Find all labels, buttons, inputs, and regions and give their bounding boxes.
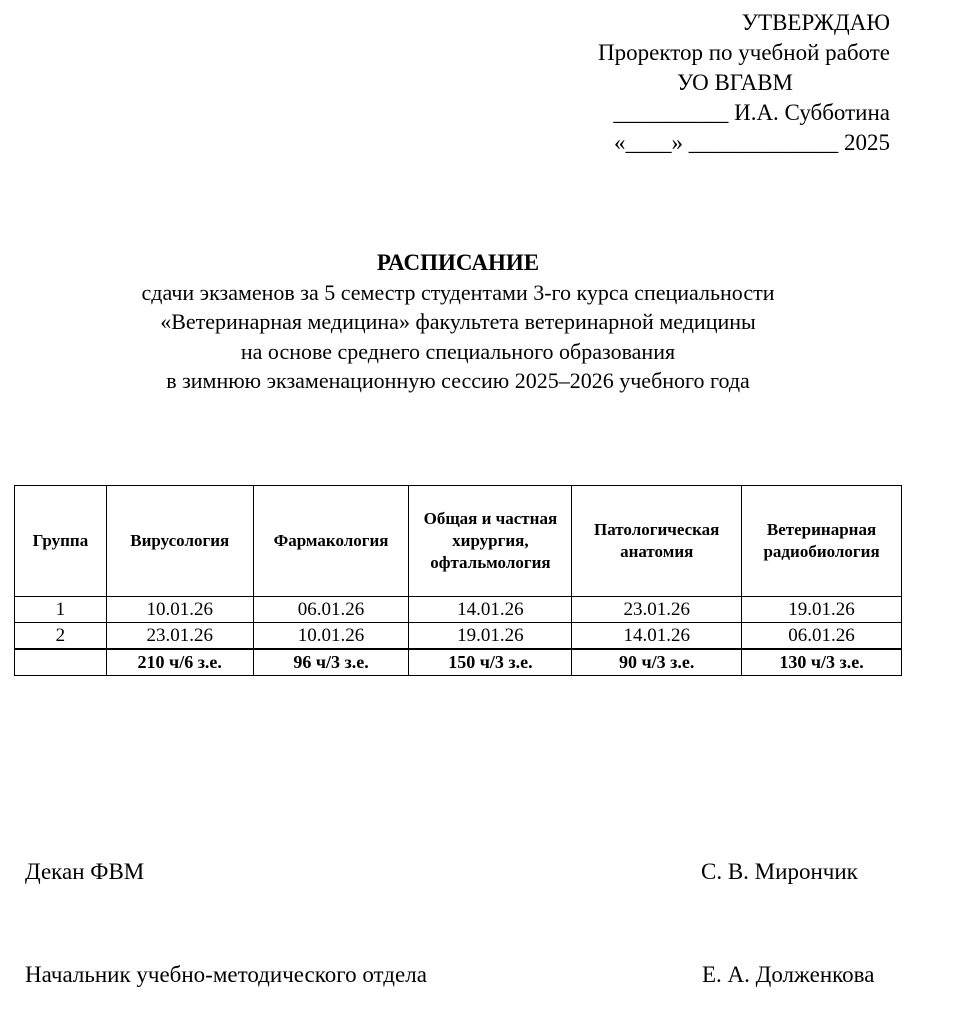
approval-signer: __________ И.А. Субботина bbox=[613, 100, 890, 125]
title-line-1: сдачи экзаменов за 5 семестр студентами 3-го курса специальности bbox=[141, 279, 775, 305]
cell-date: 14.01.26 bbox=[409, 597, 572, 623]
table-row bbox=[15, 623, 902, 650]
document-title bbox=[0, 248, 916, 396]
dean-title: Декан ФВМ bbox=[25, 859, 145, 884]
cell-date: 10.01.26 bbox=[106, 597, 253, 623]
cell-date: 14.01.26 bbox=[572, 623, 742, 650]
cell-group: 1 bbox=[15, 597, 107, 623]
cell-total: 90 ч/3 з.е. bbox=[572, 649, 742, 676]
cell-group: 2 bbox=[15, 623, 107, 650]
exam-schedule-table bbox=[14, 485, 902, 676]
cell-date: 23.01.26 bbox=[106, 623, 253, 650]
header-group: Группа bbox=[15, 486, 107, 597]
cell-total: 130 ч/3 з.е. bbox=[742, 649, 902, 676]
totals-row bbox=[15, 649, 902, 676]
table-header-row bbox=[15, 486, 902, 597]
approval-org: УО ВГАВМ bbox=[676, 70, 794, 95]
approval-heading: УТВЕРЖДАЮ bbox=[741, 10, 890, 35]
dean-name: С. В. Мирончик bbox=[701, 859, 858, 884]
header-pharmacology: Фармакология bbox=[253, 486, 409, 597]
header-pathological-anatomy: Патологическая анатомия bbox=[572, 486, 742, 597]
cell-total-empty bbox=[15, 649, 107, 676]
head-title: Начальник учебно-методического отдела bbox=[25, 962, 427, 987]
header-radiobiology: Ветеринарная радиобиология bbox=[742, 486, 902, 597]
cell-total: 210 ч/6 з.е. bbox=[106, 649, 253, 676]
header-surgery: Общая и частная хирургия, офтальмология bbox=[409, 486, 572, 597]
cell-date: 19.01.26 bbox=[409, 623, 572, 650]
approval-position: Проректор по учебной работе bbox=[598, 40, 890, 65]
head-name: Е. А. Долженкова bbox=[702, 962, 875, 987]
title-line-4: в зимнюю экзаменационную сессию 2025–2026 учебного года bbox=[166, 368, 750, 393]
cell-date: 23.01.26 bbox=[572, 597, 742, 623]
cell-date: 06.01.26 bbox=[742, 623, 902, 650]
approval-block bbox=[540, 8, 890, 158]
approval-date: «____» _____________ 2025 bbox=[614, 130, 890, 155]
cell-total: 150 ч/3 з.е. bbox=[409, 649, 572, 676]
table-row bbox=[15, 597, 902, 623]
cell-date: 19.01.26 bbox=[742, 597, 902, 623]
cell-date: 06.01.26 bbox=[253, 597, 409, 623]
cell-date: 10.01.26 bbox=[253, 623, 409, 650]
title-line-2: «Ветеринарная медицина» факультета ветеринарной медицины bbox=[160, 309, 756, 334]
cell-total: 96 ч/3 з.е. bbox=[253, 649, 409, 676]
header-virology: Вирусология bbox=[106, 486, 253, 597]
title-main: РАСПИСАНИЕ bbox=[376, 250, 540, 275]
title-line-3: на основе среднего специального образования bbox=[240, 338, 676, 364]
